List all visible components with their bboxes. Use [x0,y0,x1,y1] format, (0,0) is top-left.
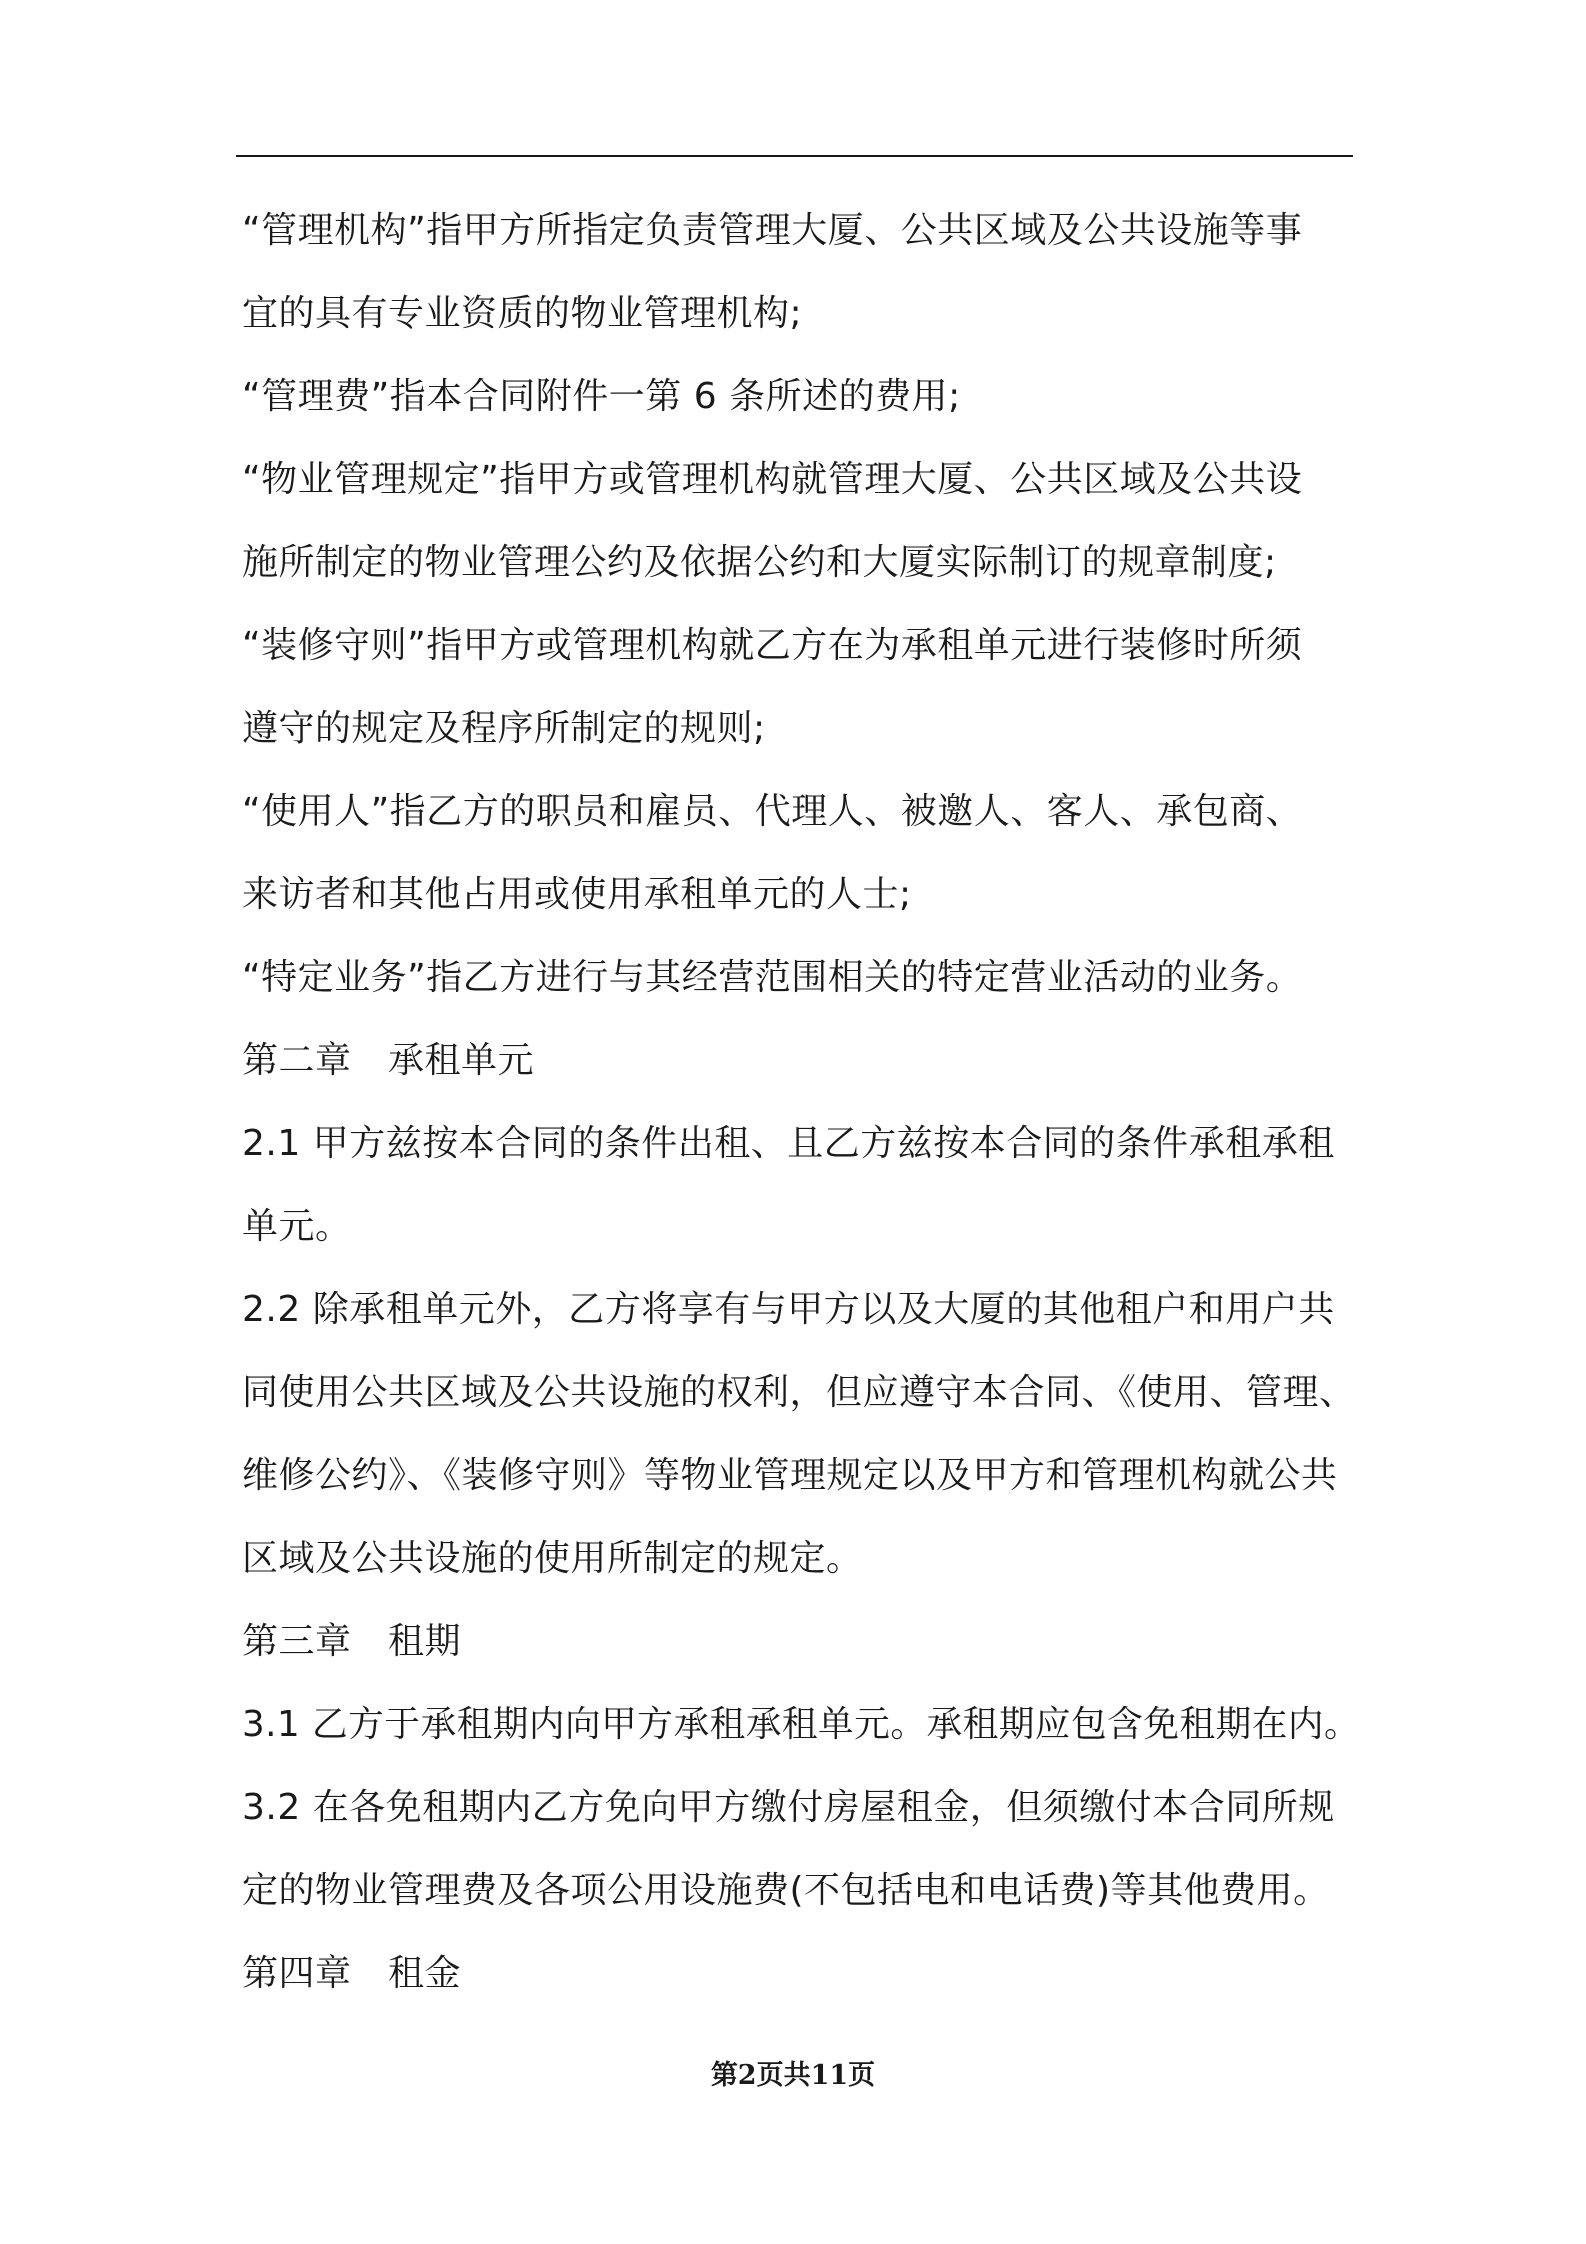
text-line: “物业管理规定”指甲方或管理机构就管理大厦、公共区域及公共设 [242,459,1303,500]
text-line: “特定业务”指乙方进行与其经营范围相关的特定营业活动的业务。 [242,957,1303,998]
text-line: “管理费”指本合同附件一第 6 条所述的费用; [242,376,961,417]
text-line: 定的物业管理费及各项公用设施费(不包括电和电话费)等其他费用。 [242,1870,1330,1911]
text-line: 遵守的规定及程序所制定的规则; [242,708,766,749]
chapter-heading: 第三章 租期 [242,1621,462,1662]
text-line: 2.1 甲方兹按本合同的条件出租、且乙方兹按本合同的条件承租承租 [242,1123,1335,1164]
text-line: “使用人”指乙方的职员和雇员、代理人、被邀人、客人、承包商、 [242,791,1303,832]
text-line: 维修公约》、《装修守则》等物业管理规定以及甲方和管理机构就公共 [242,1455,1338,1496]
page-number-footer: 第2页共11页 [710,2060,876,2091]
text-line: 区域及公共设施的使用所制定的规定。 [242,1538,863,1579]
text-line: “装修守则”指甲方或管理机构就乙方在为承租单元进行装修时所须 [242,625,1303,666]
text-line: 3.2 在各免租期内乙方免向甲方缴付房屋租金，但须缴付本合同所规 [242,1787,1335,1828]
chapter-heading: 第四章 租金 [242,1953,462,1994]
text-line: 来访者和其他占用或使用承租单元的人士; [242,874,912,915]
text-line: 同使用公共区域及公共设施的权利，但应遵守本合同、《使用、管理、 [242,1372,1356,1413]
text-line: 宜的具有专业资质的物业管理机构; [242,293,803,334]
header-rule [236,155,1353,157]
text-line: 3.1 乙方于承租期内向甲方承租承租单元。承租期应包含免租期在内。 [242,1704,1361,1745]
text-line: 2.2 除承租单元外，乙方将享有与甲方以及大厦的其他租户和用户共 [242,1289,1335,1330]
text-line: 单元。 [242,1206,352,1247]
chapter-heading: 第二章 承租单元 [242,1040,535,1081]
text-line: “管理机构”指甲方所指定负责管理大厦、公共区域及公共设施等事 [242,210,1303,251]
text-line: 施所制定的物业管理公约及依据公约和大厦实际制订的规章制度; [242,542,1277,583]
